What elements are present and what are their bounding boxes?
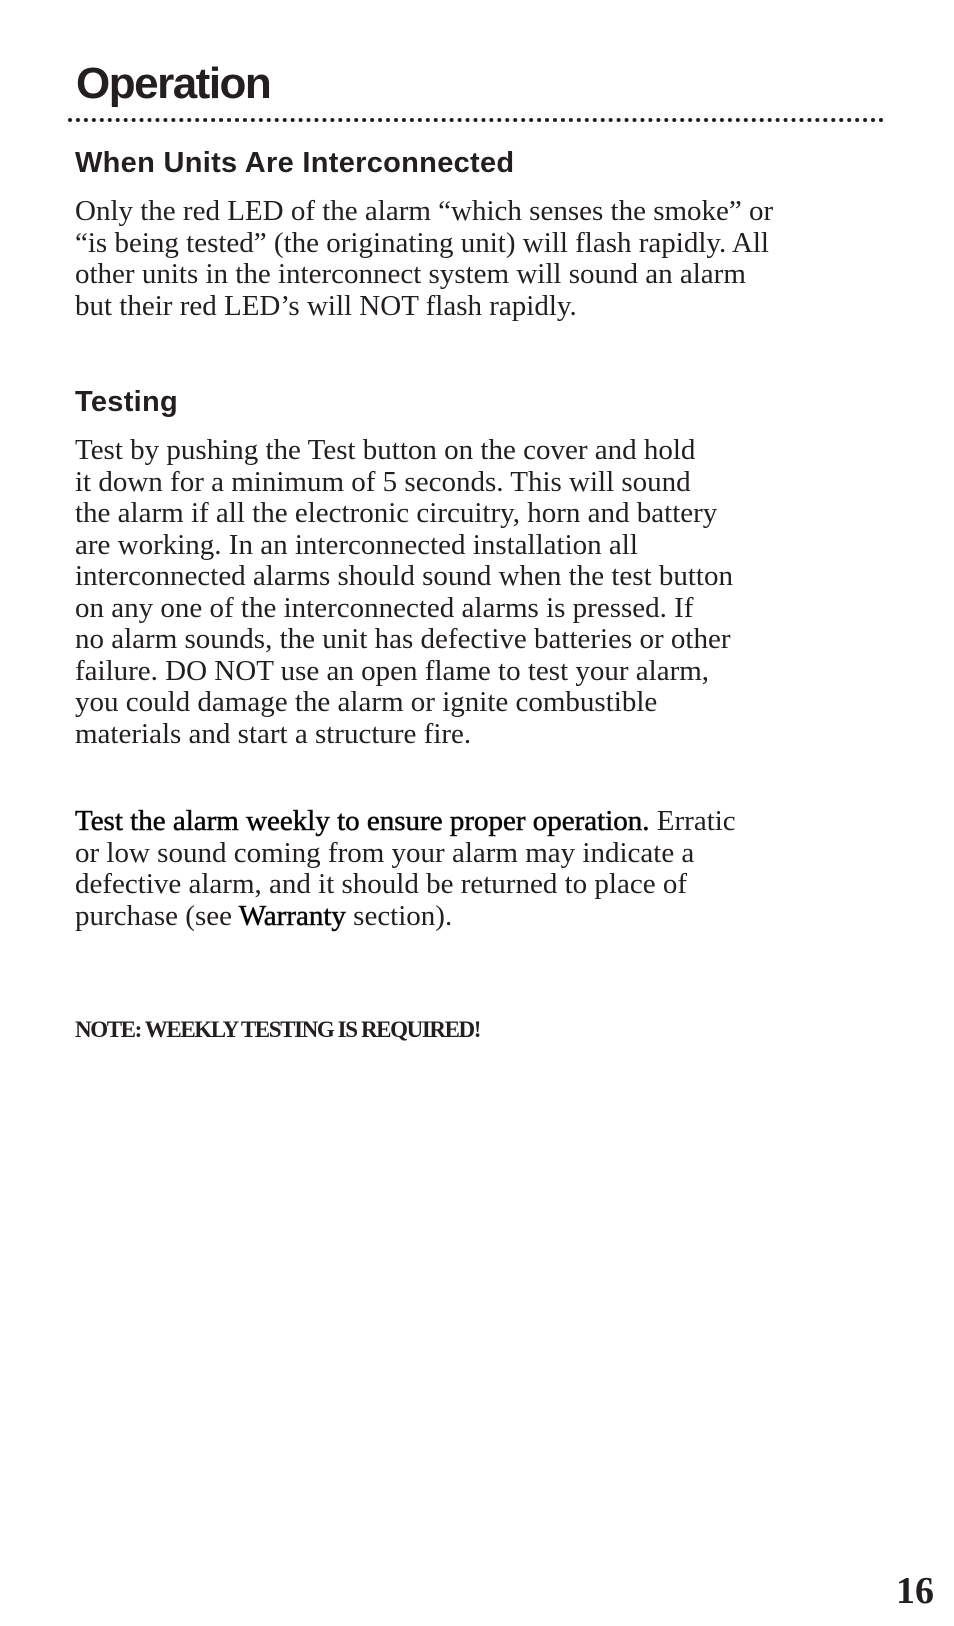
text-line: it down for a minimum of 5 seconds. This will sound <box>75 465 691 498</box>
section-heading-testing: Testing <box>75 386 179 418</box>
text-fragment: purchase (see <box>75 899 239 932</box>
text-fragment: section). <box>345 899 453 932</box>
title-divider <box>68 118 884 122</box>
text-line <box>75 901 885 933</box>
paragraph-testing <box>75 435 885 750</box>
paragraph-interconnected <box>75 196 885 322</box>
text-line: Only the red LED of the alarm “which senses the smoke” or <box>75 195 774 227</box>
paragraph-weekly-test <box>75 806 885 932</box>
text-line: no alarm sounds, the unit has defective batteries or other <box>75 623 731 655</box>
weekly-test-emphasis: Test the alarm weekly to ensure proper operation. <box>75 805 650 837</box>
text-line: failure. DO NOT use an open flame to test your alarm, <box>75 654 710 687</box>
page-title: Operation <box>76 59 271 108</box>
text-line: interconnected alarms should sound when the test button <box>75 560 733 592</box>
text-line: you could damage the alarm or ignite combustible <box>75 686 658 718</box>
text-line: the alarm if all the electronic circuitry, horn and battery <box>75 497 718 529</box>
text-fragment: Erratic <box>649 805 736 837</box>
weekly-testing-note: NOTE: WEEKLY TESTING IS REQUIRED! <box>75 1017 480 1042</box>
warranty-reference: Warranty <box>238 899 346 932</box>
text-line: are working. In an interconnected installation all <box>75 528 638 561</box>
text-line: other units in the interconnect system will sound an alarm <box>75 258 746 290</box>
text-line: on any one of the interconnected alarms is pressed. If <box>75 591 694 624</box>
text-line: defective alarm, and it should be returned to place of <box>75 868 687 900</box>
text-line: but their red LED’s will NOT flash rapidly. <box>75 289 577 322</box>
text-line <box>75 806 885 838</box>
text-line: materials and start a structure fire. <box>75 717 472 750</box>
text-line: or low sound coming from your alarm may indicate a <box>75 836 695 869</box>
page-number: 16 <box>896 1570 934 1612</box>
section-heading-interconnected: When Units Are Interconnected <box>75 147 515 179</box>
text-line: Test by pushing the Test button on the cover and hold <box>75 434 696 466</box>
text-line: “is being tested” (the originating unit) will flash rapidly. All <box>75 226 769 259</box>
